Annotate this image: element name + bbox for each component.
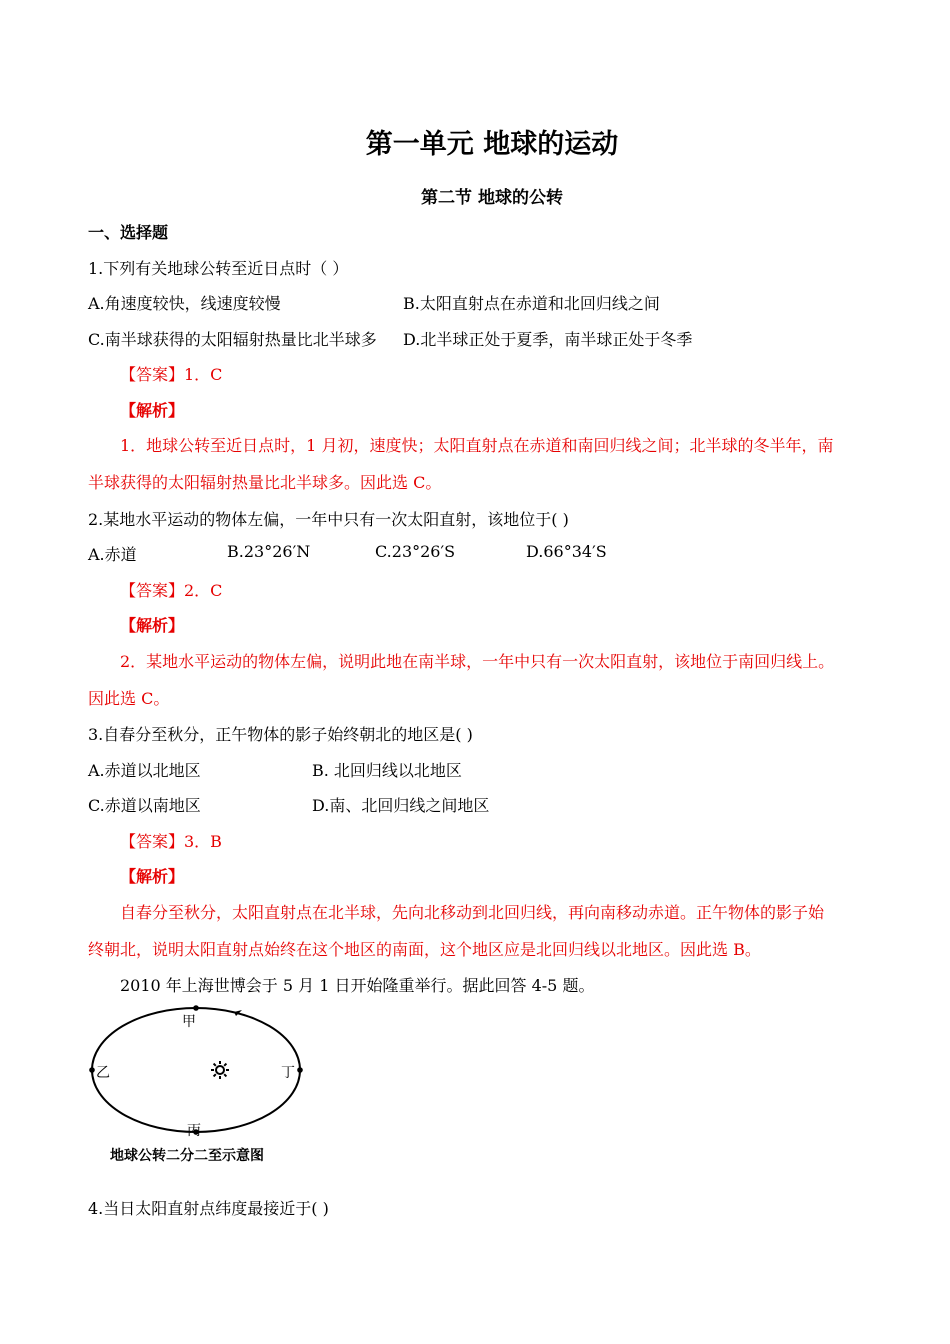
q1-option-d: D.北半球正处于夏季，南半球正处于冬季 [403,330,693,349]
q3-analysis-line2: 终朝北，说明太阳直射点始终在这个地区的南面，这个地区应是北回归线以北地区。因此选 B。 [88,940,761,959]
q3-answer: 【答案】3．B [120,832,222,851]
q1-answer: 【答案】1．C [120,365,223,384]
orbit-point-right [297,1067,303,1073]
orbit-point-top [193,1005,199,1011]
q3-option-b: B. 北回归线以北地区 [312,761,462,780]
section-heading: 一、选择题 [88,223,169,242]
orbit-label-yi: 乙 [96,1065,110,1081]
q3-option-a: A.赤道以北地区 [88,761,201,780]
page-title: 第一单元 地球的运动 [365,129,619,160]
orbit-point-left [89,1067,95,1073]
section-subtitle: 第二节 地球的公转 [421,188,563,208]
sun-icon [211,1061,229,1079]
q1-option-a: A.角速度较快，线速度较慢 [88,294,281,313]
q3-option-c: C.赤道以南地区 [88,796,201,815]
q3-stem: 3.自春分至秋分，正午物体的影子始终朝北的地区是( ) [88,725,473,744]
q2-option-d: D.66°34′S [526,542,607,561]
orbit-ellipse [92,1008,300,1132]
q2-analysis-label: 【解析】 [120,616,185,635]
q3-analysis-label: 【解析】 [120,867,185,886]
q3-option-d: D.南、北回归线之间地区 [312,796,490,815]
q1-analysis-label: 【解析】 [120,401,185,420]
figure-caption: 地球公转二分二至示意图 [110,1148,264,1164]
q2-option-a: A.赤道 [88,545,137,564]
q1-option-c: C.南半球获得的太阳辐射热量比北半球多 [88,330,377,349]
orbit-label-jia: 甲 [182,1014,196,1030]
q2-analysis-line2: 因此选 C。 [88,689,170,708]
q3-analysis-line1: 自春分至秋分，太阳直射点在北半球，先向北移动到北回归线，再向南移动赤道。正午物体的影子始 [120,903,825,922]
q1-analysis-line1: 1．地球公转至近日点时，1 月初，速度快；太阳直射点在赤道和南回归线之间；北半球的冬半年，南 [120,436,834,455]
q1-analysis-line2: 半球获得的太阳辐射热量比北半球多。因此选 C。 [88,473,442,492]
q1-stem: 1.下列有关地球公转至近日点时（ ） [88,259,349,278]
q45-intro: 2010 年上海世博会于 5 月 1 日开始隆重举行。据此回答 4-5 题。 [120,976,595,995]
q1-option-b: B.太阳直射点在赤道和北回归线之间 [403,294,660,313]
q2-answer: 【答案】2．C [120,581,223,600]
orbit-label-ding: 丁 [281,1065,295,1081]
q2-option-c: C.23°26′S [375,542,456,561]
q2-option-b: B.23°26′N [227,542,311,561]
q2-analysis-line1: 2．某地水平运动的物体左偏，说明此地在南半球，一年中只有一次太阳直射，该地位于南回归线上。 [120,652,835,671]
q2-stem: 2.某地水平运动的物体左偏，一年中只有一次太阳直射，该地位于( ) [88,510,569,529]
orbit-label-bing: 丙 [187,1123,201,1139]
q4-stem: 4.当日太阳直射点纬度最接近于( ) [88,1199,329,1218]
